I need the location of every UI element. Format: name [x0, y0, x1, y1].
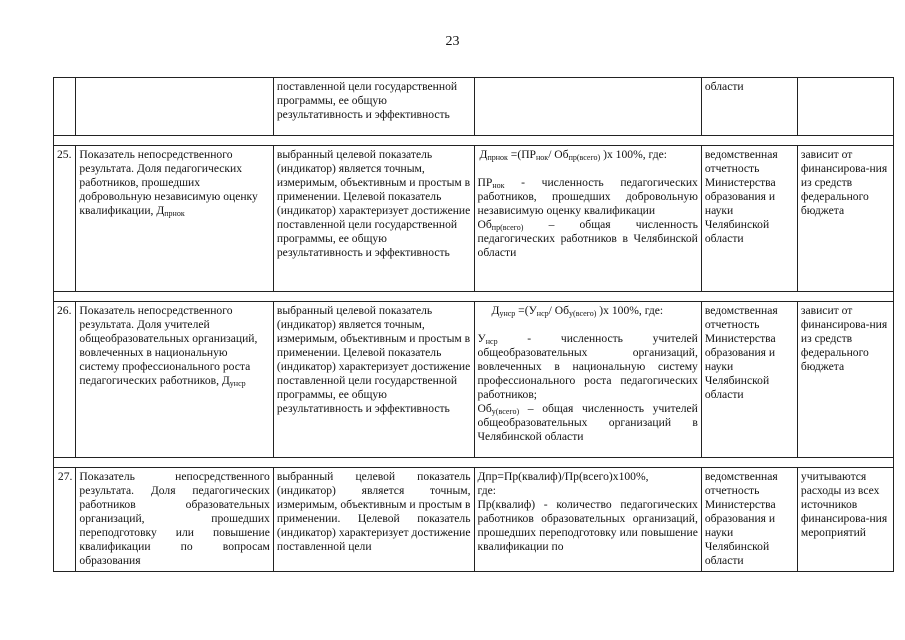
indicator-name: Показатель непосредственного результата. Доля педагогических работников образовательных организаций, прошедших переподготовку или повышение квалификации по вопросам образования	[76, 468, 273, 572]
data-source: области	[701, 78, 797, 136]
table-row	[54, 146, 894, 292]
calculation-formula: $Д_{унср} =(У_{нср}/$ $Об_{у(всего)}$ )х 100%, где: $У_{нср}$ - численность учителей общеобразовательных организаций, вовлеченных в национальную систему профессионального роста педагогических работников; $Об_{у(всего)}$ – общая численность учителей общеобразовательных организаций в Челябинской области	[474, 302, 701, 458]
indicator-name	[76, 78, 273, 136]
selection-rationale: поставленной цели государственной программы, ее общую результативность и эффективность	[273, 78, 474, 136]
data-source: ведомственная отчетность Министерства образования и науки Челябинской области	[701, 302, 797, 458]
financing-note: зависит от финансирова-ния из средств федерального бюджета	[797, 302, 893, 458]
indicator-name: Показатель непосредственного результата. Доля педагогических работников, прошедших добровольную независимую оценку квалификации, $Д_{прнок}$	[76, 146, 273, 292]
calculation-formula: Дпр=Пр(квалиф)/Пр(всего)х100%, где: Пр(квалиф) - количество педагогических работников образовательных организаций, прошедших переподготовку или повышение квалификации по	[474, 468, 701, 572]
row-number: 27.	[54, 468, 76, 572]
selection-rationale: выбранный целевой показатель (индикатор) является точным, измеримым, объективным и простым в применении. Целевой показатель (индикатор) характеризует достижение поставленной цели государственной программы, ее общую результативность и эффективность	[273, 302, 474, 458]
row-number	[54, 78, 76, 136]
data-source: ведомственная отчетность Министерства образования и науки Челябинской области	[701, 468, 797, 572]
selection-rationale: выбранный целевой показатель (индикатор) является точным, измеримым, объективным и простым в применении. Целевой показатель (индикатор) характеризует достижение поставленной цели	[273, 468, 474, 572]
financing-note: зависит от финансирова-ния из средств федерального бюджета	[797, 146, 893, 292]
page-number: 23	[445, 34, 460, 49]
table-row	[54, 468, 894, 572]
table-row	[54, 78, 894, 136]
selection-rationale: выбранный целевой показатель (индикатор) является точным, измеримым, объективным и простым в применении. Целевой показатель (индикатор) характеризует достижение поставленной цели государственной программы, ее общую результативность и эффективность	[273, 146, 474, 292]
calculation-formula: $Д_{прнок} =(ПР_{нок}/$ $Об_{пр(всего)}$ )х 100%, где: $ПР_{нок}$ - численность педагогических работников, прошедших добровольную независимую оценку квалификации $Об_{пр(всего)}$ – общая численность педагогических работников в Челябинской области	[474, 146, 701, 292]
indicator-name: Показатель непосредственного результата. Доля учителей общеобразовательных организаций, вовлеченных в национальную систему профессионального роста педагогических работников, $Д_{унср}$	[76, 302, 273, 458]
row-number: 25.	[54, 146, 76, 292]
indicators-table	[53, 77, 894, 572]
calculation-formula	[474, 78, 701, 136]
financing-note	[797, 78, 893, 136]
data-source: ведомственная отчетность Министерства образования и науки Челябинской области	[701, 146, 797, 292]
financing-note: учитываются расходы из всех источников финансирова-ния мероприятий	[797, 468, 893, 572]
row-number: 26.	[54, 302, 76, 458]
table-row	[54, 302, 894, 458]
